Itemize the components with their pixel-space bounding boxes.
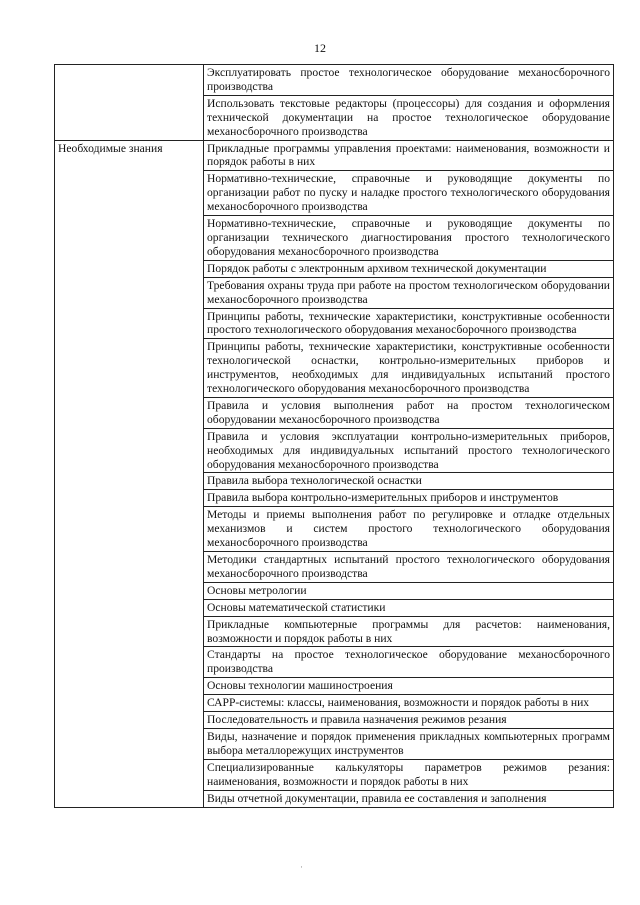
- requirement-item: Прикладные компьютерные программы для расчетов: наименования, возможности и порядок работы в них: [204, 616, 614, 647]
- requirement-item: Требования охраны труда при работе на простом технологическом оборудовании механосборочного производства: [204, 277, 614, 308]
- table-row: [55, 140, 614, 171]
- requirement-item: Виды, назначение и порядок применения прикладных компьютерных программ выбора металлорежущих инструментов: [204, 728, 614, 759]
- requirement-item: Прикладные программы управления проектами: наименования, возможности и порядок работы в них: [204, 140, 614, 171]
- requirement-item: Правила выбора технологической оснастки: [204, 473, 614, 490]
- requirement-item: Стандарты на простое технологическое оборудование механосборочного производства: [204, 647, 614, 678]
- requirement-item: Эксплуатировать простое технологическое оборудование механосборочного производства: [204, 65, 614, 96]
- requirement-item: Виды отчетной документации, правила ее составления и заполнения: [204, 790, 614, 807]
- requirement-item: САРР-системы: классы, наименования, возможности и порядок работы в них: [204, 695, 614, 712]
- requirement-item: Основы метрологии: [204, 582, 614, 599]
- row-category-label: [55, 65, 204, 141]
- requirement-item: Правила и условия выполнения работ на простом технологическом оборудовании механосборочного производства: [204, 397, 614, 428]
- requirement-item: Специализированные калькуляторы параметров режимов резания: наименования, возможности и порядок работы в них: [204, 759, 614, 790]
- requirement-item: Нормативно-технические, справочные и руководящие документы по организации работ по пуску и наладке простого технологического оборудования механосборочного производства: [204, 171, 614, 216]
- requirement-item: Принципы работы, технические характеристики, конструктивные особенности простого технологического оборудования механосборочного производства: [204, 308, 614, 339]
- table-body: [55, 65, 614, 808]
- requirement-item: Принципы работы, технические характеристики, конструктивные особенности технологической оснастки, контрольно-измерительных приборов и инструментов, необходимых для индивидуальных испытаний простого технологического оборудования механосборочного производства: [204, 339, 614, 398]
- requirement-item: Порядок работы с электронным архивом технической документации: [204, 260, 614, 277]
- requirement-item: Методики стандартных испытаний простого технологического оборудования механосборочного производства: [204, 552, 614, 583]
- requirement-item: Правила выбора контрольно-измерительных приборов и инструментов: [204, 490, 614, 507]
- requirement-item: Основы технологии машиностроения: [204, 678, 614, 695]
- requirement-item: Правила и условия эксплуатации контрольно-измерительных приборов, необходимых для индивидуальных испытаний простого технологического оборудования механосборочного производства: [204, 428, 614, 473]
- requirement-item: Использовать текстовые редакторы (процессоры) для создания и оформления технической документации на простое технологическое оборудование механосборочного производства: [204, 95, 614, 140]
- page-number: 12: [314, 41, 326, 55]
- requirement-item: Последовательность и правила назначения режимов резания: [204, 712, 614, 729]
- scan-mark: ·: [300, 862, 303, 872]
- competency-table: [54, 64, 614, 808]
- requirement-item: Основы математической статистики: [204, 599, 614, 616]
- requirement-item: Методы и приемы выполнения работ по регулировке и отладке отдельных механизмов и систем простого технологического оборудования механосборочного производства: [204, 507, 614, 552]
- table-row: [55, 65, 614, 96]
- row-category-label: Необходимые знания: [55, 140, 204, 807]
- requirement-item: Нормативно-технические, справочные и руководящие документы по организации технического диагностирования простого технологического оборудования механосборочного производства: [204, 216, 614, 261]
